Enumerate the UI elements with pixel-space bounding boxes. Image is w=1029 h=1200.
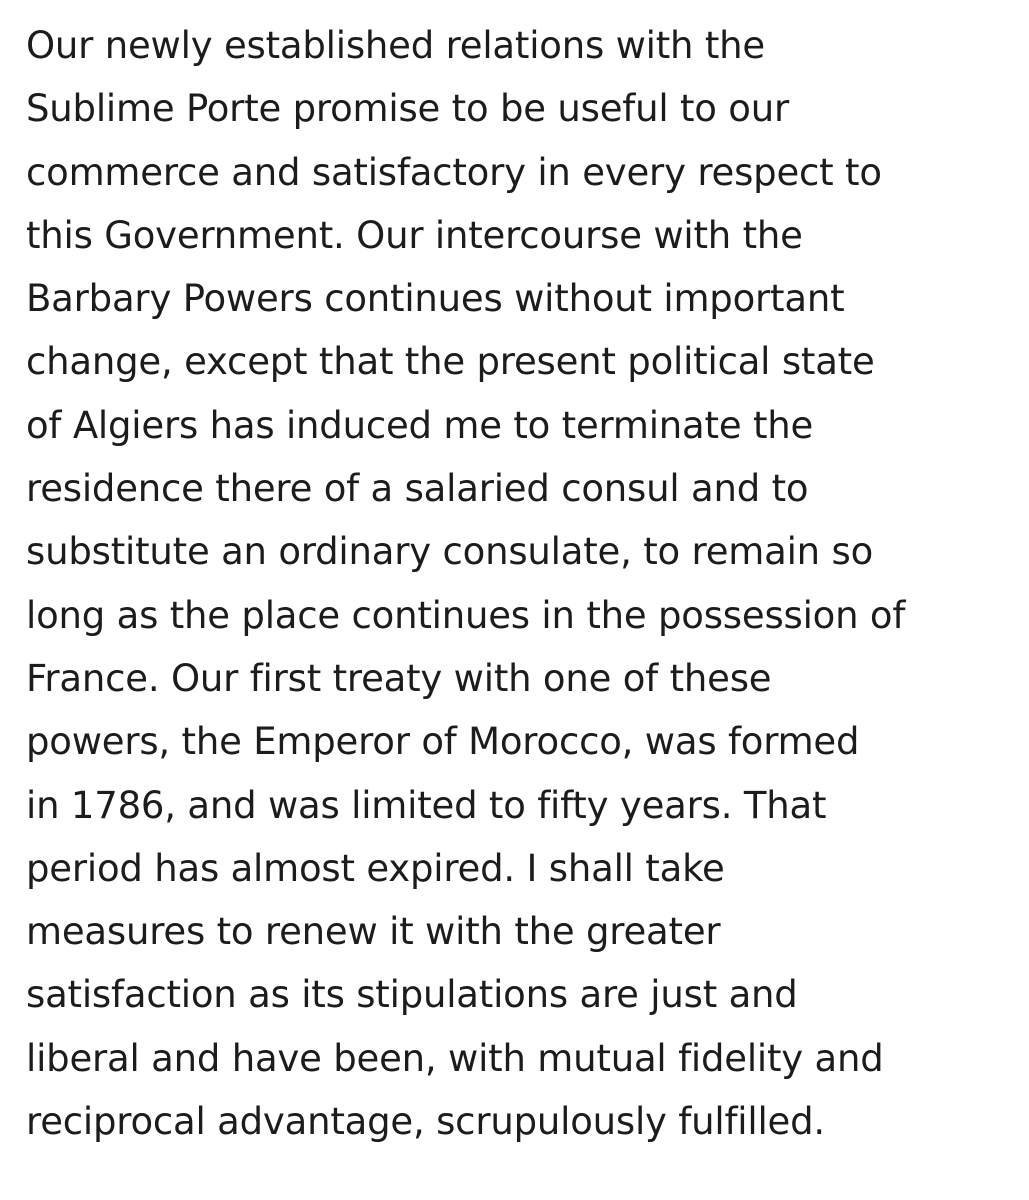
paragraph-line: Barbary Powers continues without important [26, 277, 845, 321]
paragraph-line: commerce and satisfactory in every respect to [26, 150, 882, 194]
paragraph-line: Sublime Porte promise to be useful to our [26, 87, 790, 131]
paragraph-line: in 1786, and was limited to fifty years. That [26, 783, 827, 827]
paragraph-line: reciprocal advantage, scrupulously fulfilled. [26, 1100, 825, 1144]
paragraph-line: long as the place continues in the possession of [26, 593, 906, 637]
paragraph-line: substitute an ordinary consulate, to remain so [26, 530, 874, 574]
paragraph-line: France. Our first treaty with one of these [26, 656, 772, 700]
paragraph-line: of Algiers has induced me to terminate the [26, 403, 814, 447]
paragraph-line: change, except that the present political state [26, 340, 875, 384]
paragraph-line: residence there of a salaried consul and to [26, 467, 809, 511]
paragraph [26, 14, 1016, 1153]
paragraph-line: powers, the Emperor of Morocco, was formed [26, 720, 860, 764]
paragraph-line: period has almost expired. I shall take [26, 846, 725, 890]
paragraph-line: this Government. Our intercourse with the [26, 213, 803, 257]
paragraph-line: Our newly established relations with the [26, 24, 765, 67]
paragraph-line: measures to renew it with the greater [26, 910, 721, 954]
paragraph-line: satisfaction as its stipulations are just and [26, 973, 798, 1017]
paragraph-line: liberal and have been, with mutual fidelity and [26, 1036, 884, 1080]
